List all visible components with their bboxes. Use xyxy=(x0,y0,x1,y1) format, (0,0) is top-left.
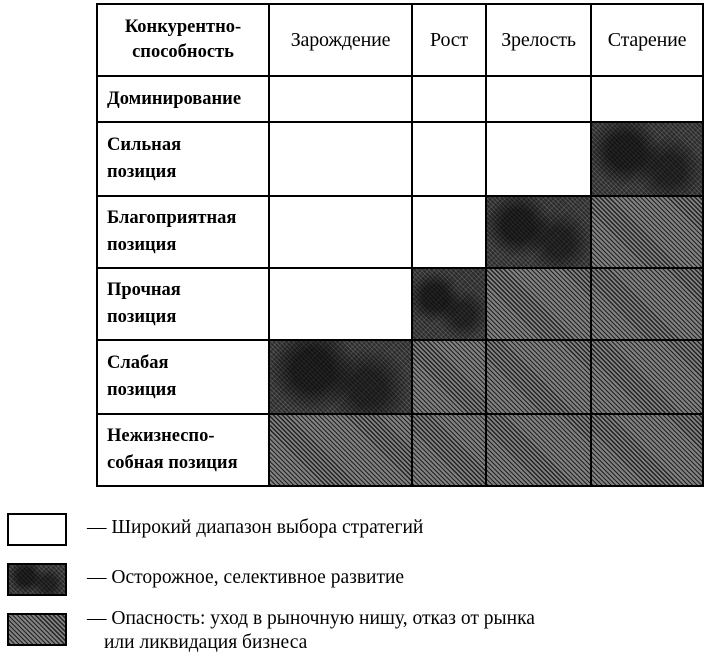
position-label xyxy=(98,123,270,197)
matrix-cell-dark xyxy=(413,269,487,341)
legend-swatch-hatch xyxy=(7,613,67,646)
position-label xyxy=(98,415,270,485)
matrix-cell-hatch xyxy=(270,415,413,485)
legend-swatch-white xyxy=(7,513,67,546)
legend-line: — Широкий диапазон выбора стратегий xyxy=(87,517,424,538)
matrix-cell-hatch xyxy=(487,269,592,341)
matrix-cell-white xyxy=(413,197,487,269)
label-line: Доминирование xyxy=(107,88,242,109)
position-label xyxy=(98,269,270,341)
label-line: Конкурентно- xyxy=(124,17,242,37)
legend-text xyxy=(87,516,423,540)
matrix-cell-hatch xyxy=(413,341,487,415)
matrix-cell-white xyxy=(487,77,592,123)
stage-header: Зарождение xyxy=(270,5,413,77)
legend-text xyxy=(87,566,404,590)
position-label xyxy=(98,341,270,415)
legend-text xyxy=(87,607,535,655)
matrix-cell-white xyxy=(487,123,592,197)
label-line: Слабая xyxy=(107,353,169,373)
legend-line: или ликвидация бизнеса xyxy=(104,632,308,653)
matrix-cell-hatch xyxy=(413,415,487,485)
legend-line: — Осторожное, селективное развитие xyxy=(87,567,405,588)
matrix-cell-hatch xyxy=(487,415,592,485)
label-line: собная позиция xyxy=(107,453,238,473)
label-line: позиция xyxy=(107,380,177,400)
matrix-cell-white xyxy=(592,77,702,123)
label-line: позиция xyxy=(107,235,177,255)
label-line: позиция xyxy=(107,162,177,182)
matrix-cell-dark xyxy=(592,123,702,197)
matrix-cell-dark xyxy=(487,197,592,269)
label-line: Прочная xyxy=(107,280,181,300)
matrix-cell-hatch xyxy=(487,341,592,415)
matrix-row xyxy=(98,269,702,341)
matrix-cell-white xyxy=(270,269,413,341)
matrix-row xyxy=(98,123,702,197)
matrix-cell-hatch xyxy=(592,197,702,269)
strategy-matrix xyxy=(96,3,704,487)
matrix-row xyxy=(98,197,702,269)
matrix-cell-dark xyxy=(270,341,413,415)
matrix-cell-white xyxy=(270,123,413,197)
matrix-cell-white xyxy=(270,197,413,269)
matrix-cell-hatch xyxy=(592,415,702,485)
matrix-cell-white xyxy=(413,123,487,197)
label-line: позиция xyxy=(107,307,177,327)
legend-swatch-dark xyxy=(7,563,67,596)
matrix-row xyxy=(98,77,702,123)
position-label xyxy=(98,77,270,123)
matrix-row xyxy=(98,341,702,415)
header-row xyxy=(98,5,702,77)
matrix-cell-white xyxy=(413,77,487,123)
stage-header: Рост xyxy=(413,5,487,77)
matrix-cell-hatch xyxy=(592,269,702,341)
label-line: способность xyxy=(132,42,234,62)
label-line: Благоприятная xyxy=(107,208,237,228)
corner-header xyxy=(98,5,270,77)
label-line: Сильная xyxy=(107,135,182,155)
label-line: Нежизнеспо- xyxy=(107,426,215,446)
matrix-row xyxy=(98,415,702,485)
matrix-cell-white xyxy=(270,77,413,123)
stage-header: Старение xyxy=(592,5,702,77)
legend-line: — Опасность: уход в рыночную нишу, отказ от рынка xyxy=(87,608,535,629)
matrix-cell-hatch xyxy=(592,341,702,415)
stage-header: Зрелость xyxy=(487,5,592,77)
position-label xyxy=(98,197,270,269)
